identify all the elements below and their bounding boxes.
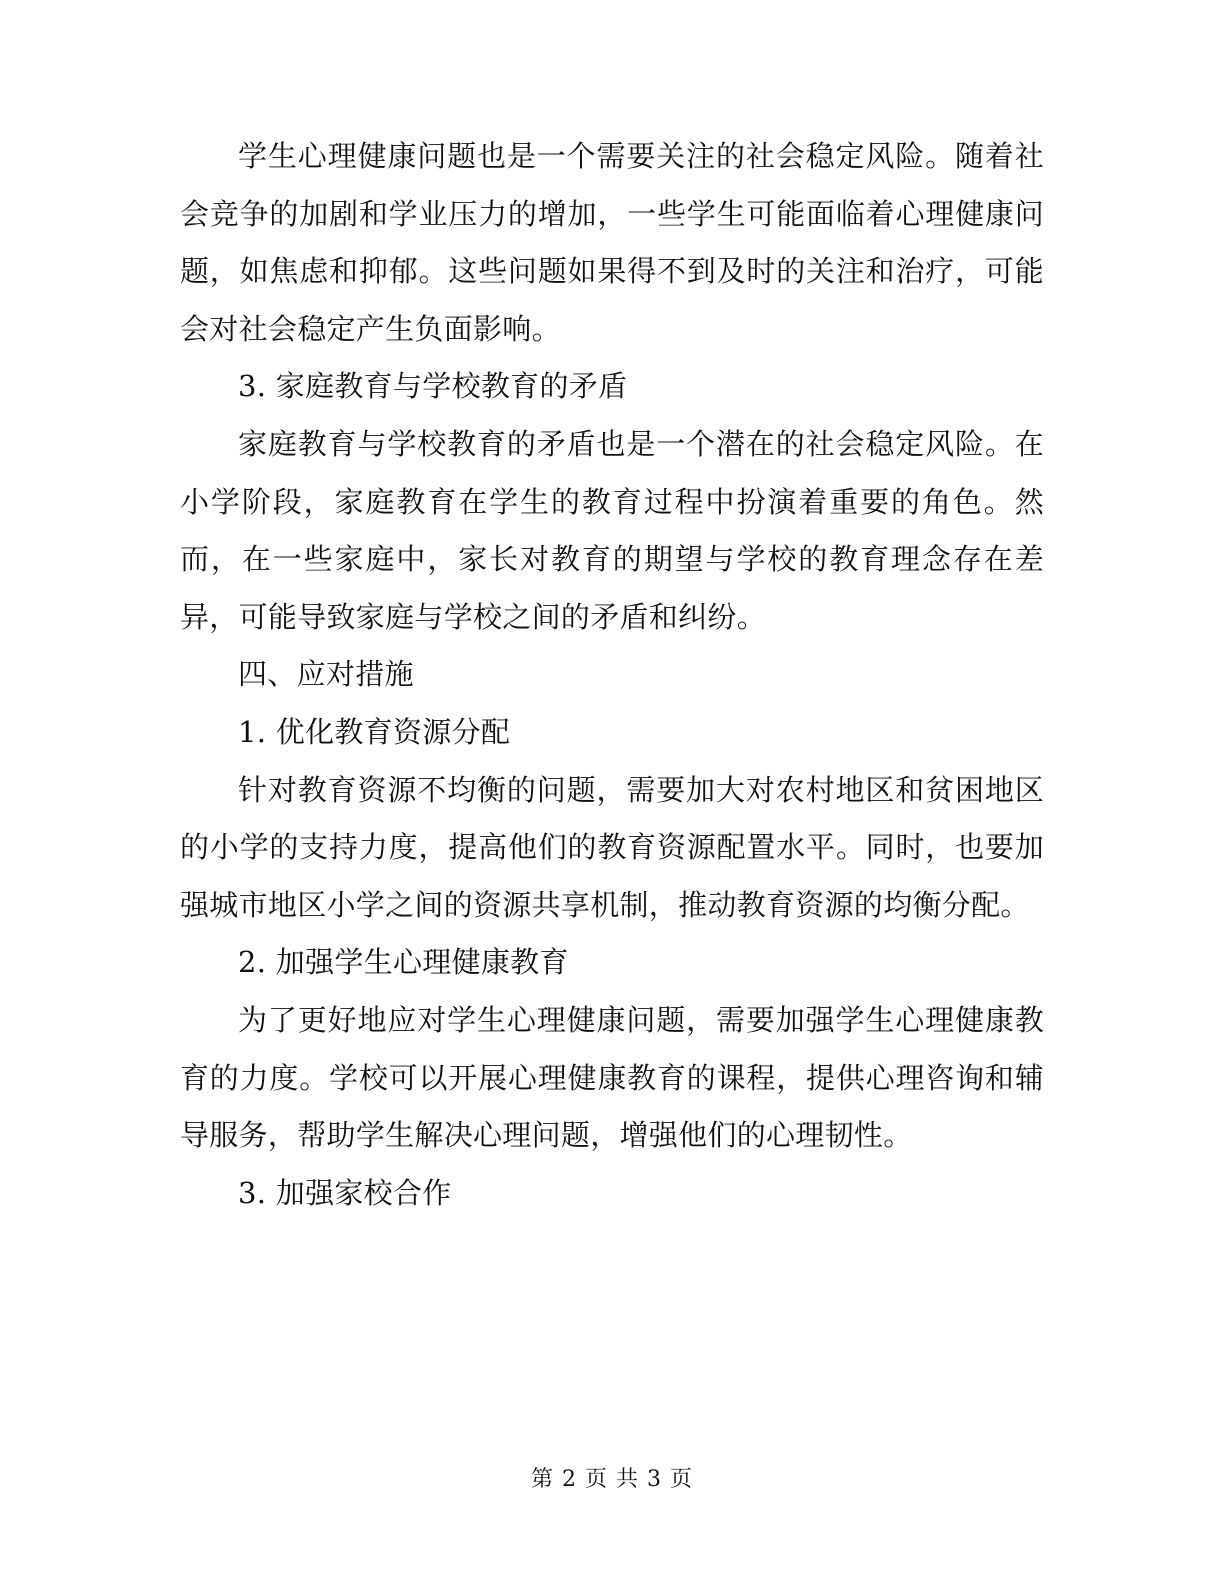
heading-optimize-resources: 1. 优化教育资源分配 (238, 714, 511, 749)
paragraph-family-school-conflict: 家庭教育与学校教育的矛盾也是一个潜在的社会稳定风险。在小学阶段，家庭教育在学生的教育过程中扮演着重要的角色。然而，在一些家庭中，家长对教育的期望与学校的教育理念存在差异，可能导致家庭与学校之间的矛盾和纠纷。 (180, 426, 1044, 634)
page-number-label: 第 2 页 共 3 页 (531, 1467, 693, 1492)
paragraph-mental-health-risk: 学生心理健康问题也是一个需要关注的社会稳定风险。随着社会竞争的加剧和学业压力的增加，一些学生可能面临着心理健康问题，如焦虑和抑郁。这些问题如果得不到及时的关注和治疗，可能会对社会稳定产生负面影响。 (180, 139, 1044, 346)
heading-family-school-conflict: 3. 家庭教育与学校教育的矛盾 (238, 369, 628, 404)
paragraph-optimize-resources: 针对教育资源不均衡的问题，需要加大对农村地区和贫困地区的小学的支持力度，提高他们的教育资源配置水平。同时，也要加强城市地区小学之间的资源共享机制，推动教育资源的均衡分配。 (180, 772, 1044, 922)
paragraph-mental-health-education: 为了更好地应对学生心理健康问题，需要加强学生心理健康教育的力度。学校可以开展心理健康教育的课程，提供心理咨询和辅导服务，帮助学生解决心理问题，增强他们的心理韧性。 (180, 1002, 1044, 1153)
document-body (180, 128, 1044, 1222)
heading-mental-health-education: 2. 加强学生心理健康教育 (238, 945, 569, 980)
heading-home-school-cooperation: 3. 加强家校合作 (238, 1175, 452, 1210)
heading-countermeasures: 四、应对措施 (238, 657, 414, 692)
page-footer (0, 1462, 1224, 1493)
